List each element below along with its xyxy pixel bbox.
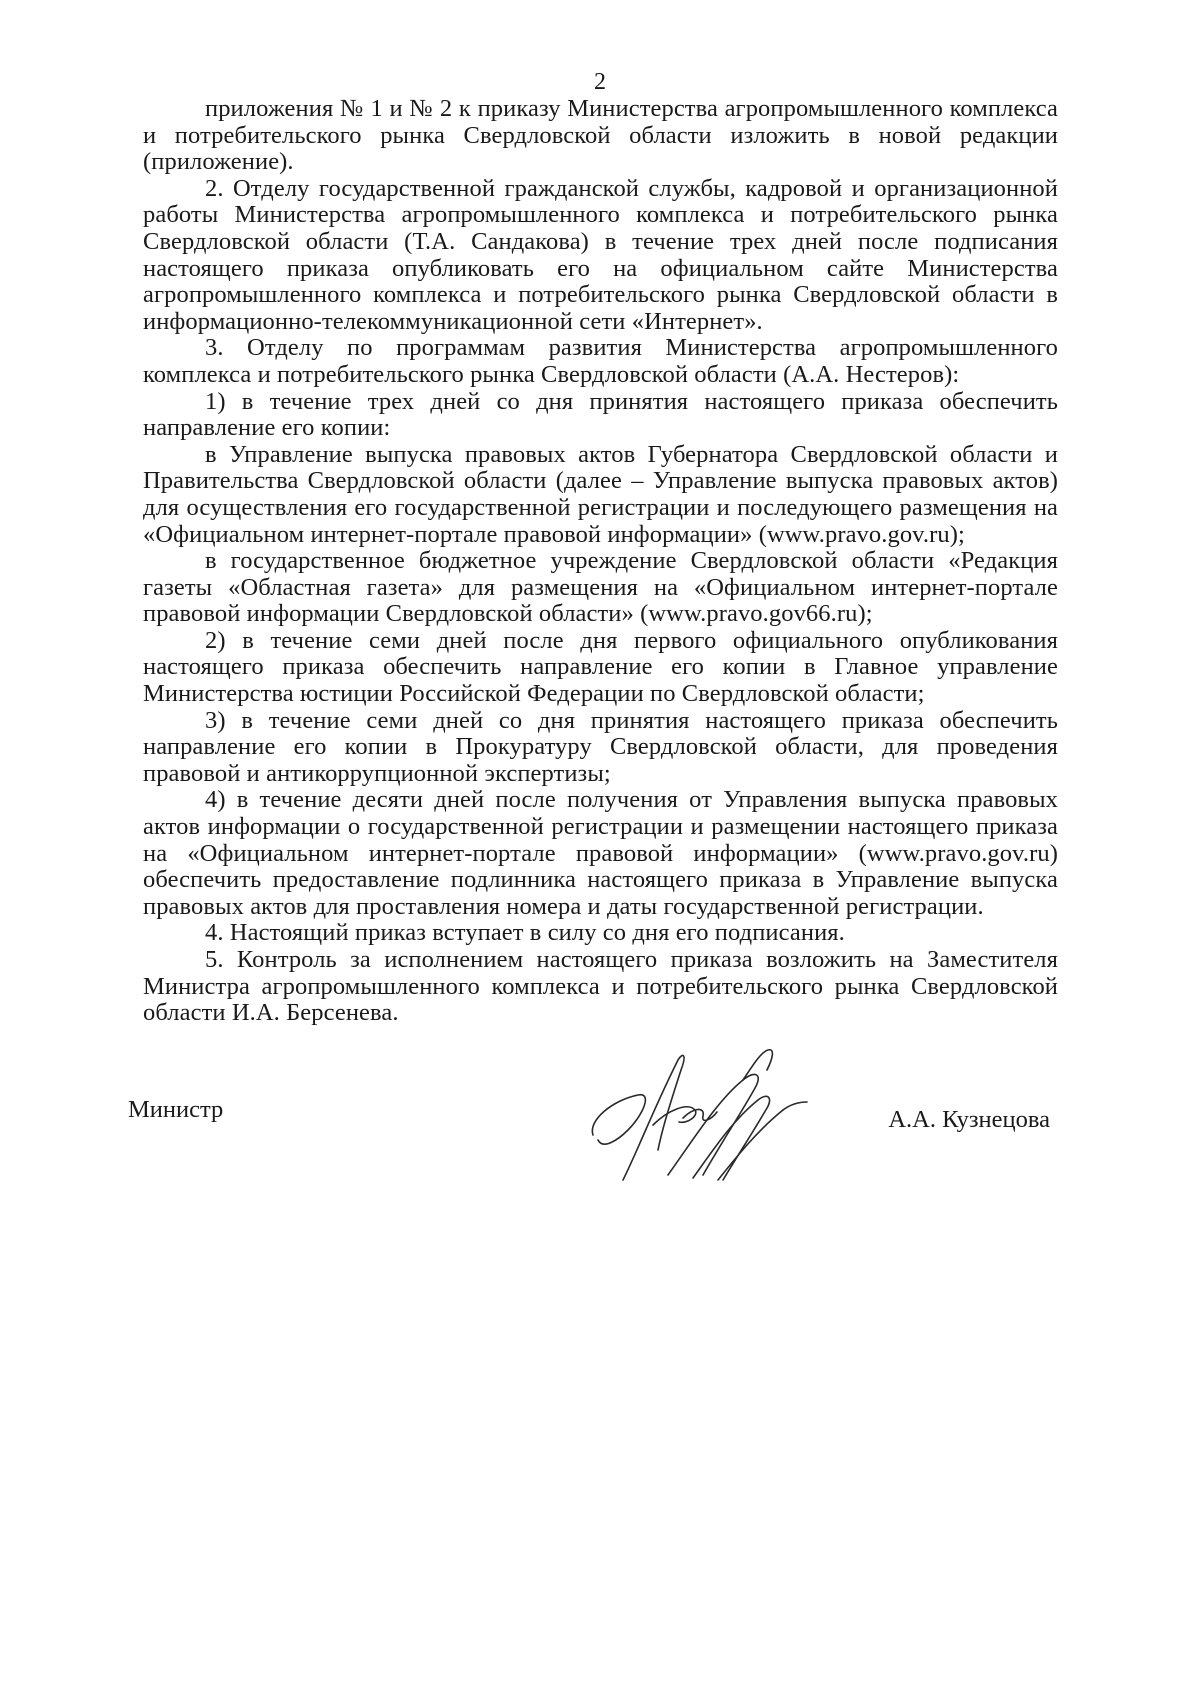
paragraph-subitem-3-3: 3) в течение семи дней со дня принятия настоящего приказа обеспечить направление его копии в Прокуратуру Свердловской области, для проведения правовой и антикоррупционной экспертизы; <box>143 706 1058 787</box>
paragraph-item-4: 4. Настоящий приказ вступает в силу со дня его подписания. <box>205 919 845 947</box>
signatory-title: Министр <box>128 1096 224 1123</box>
document-body <box>143 96 1058 1027</box>
paragraph-subitem-3-1: 1) в течение трех дней со дня принятия настоящего приказа обеспечить направление его копии: <box>143 387 1058 442</box>
paragraph-subitem-3-1-a: в Управление выпуска правовых актов Губернатора Свердловской области и Правительства Свердловской области (далее – Управление выпуска правовых актов) для осуществления его государственной регистрации и последующего размещения на «Официальном интернет-портале правовой информации» (www.pravo.gov.ru); <box>143 440 1058 548</box>
paragraph-subitem-3-4: 4) в течение десяти дней после получения от Управления выпуска правовых актов информации о государственной регистрации и размещении настоящего приказа на «Официальном интернет-портале правовой информации» (www.pravo.gov.ru) обеспечить предоставление подлинника настоящего приказа в Управление выпуска правовых актов для проставления номера и даты государственной регистрации. <box>143 786 1058 920</box>
paragraph-item-2: 2. Отделу государственной гражданской службы, кадровой и организационной работы Министерства агропромышленного комплекса и потребительского рынка Свердловской области (Т.А. Сандакова) в течение трех дней после подписания настоящего приказа опубликовать его на официальном сайте Министерства агропромышленного комплекса и потребительского рынка Свердловской области в информационно-телекоммуникационной сети «Интернет». <box>143 174 1058 335</box>
paragraph-item-5: 5. Контроль за исполнением настоящего приказа возложить на Заместителя Министра агропромышленного комплекса и потребительского рынка Свердловской области И.А. Берсенева. <box>143 946 1058 1027</box>
paragraph-subitem-3-1-b: в государственное бюджетное учреждение Свердловской области «Редакция газеты «Областная газета» для размещения на «Официальном интернет-портале правовой информации Свердловской области» (www.pravo.gov66.ru); <box>143 547 1058 628</box>
page-number: 2 <box>594 69 606 95</box>
handwritten-signature-icon <box>583 1040 813 1190</box>
paragraph-appendix-continuation: приложения № 1 и № 2 к приказу Министерства агропромышленного комплекса и потребительского рынка Свердловской области изложить в новой редакции (приложение). <box>143 95 1058 176</box>
paragraph-item-3: 3. Отделу по программам развития Министерства агропромышленного комплекса и потребительского рынка Свердловской области (А.А. Нестеров): <box>143 334 1058 388</box>
signatory-name: А.А. Кузнецова <box>888 1106 1050 1133</box>
paragraph-subitem-3-2: 2) в течение семи дней после дня первого официального опубликования настоящего приказа обеспечить направление его копии в Главное управление Министерства юстиции Российской Федерации по Свердловской области; <box>143 626 1058 708</box>
signature-block <box>128 1040 1058 1200</box>
